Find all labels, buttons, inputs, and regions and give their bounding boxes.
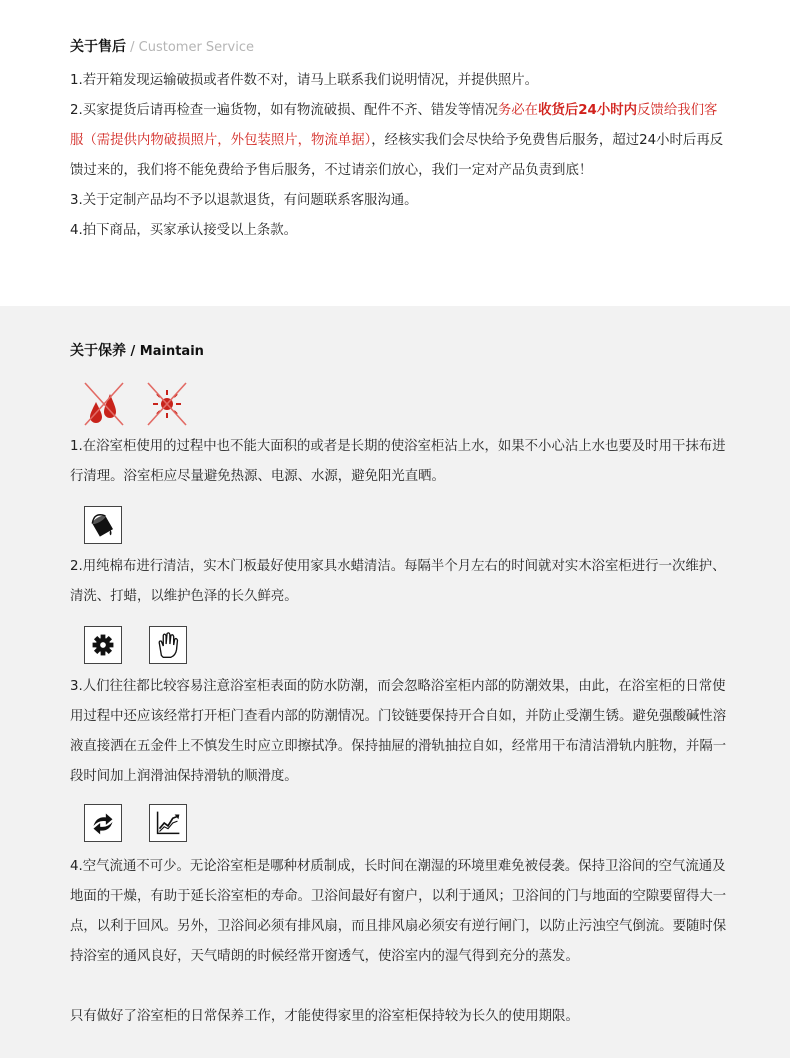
after-sales-p1: 1.若开箱发现运输破损或者件数不对，请马上联系我们说明情况，并提供照片。 xyxy=(70,73,539,88)
after-sales-p3: 3.关于定制产品均不予以退款退货，有问题联系客服沟通。 xyxy=(70,193,418,208)
after-sales-heading xyxy=(70,36,254,56)
maintain-title: 关于保养 xyxy=(70,343,126,359)
after-sales-title: 关于售后 xyxy=(70,39,126,55)
after-sales-section xyxy=(0,0,790,306)
maintain-section xyxy=(0,306,790,1058)
after-sales-p4: 4.拍下商品，买家承认接受以上条款。 xyxy=(70,223,298,238)
wax-bucket-icon xyxy=(84,506,122,544)
maintain-p5: 只有做好了浴室柜的日常保养工作，才能使得家里的浴室柜保持较为长久的使用期限。 xyxy=(70,1009,579,1024)
p2-part-e: ，经核实我们会尽快给予免费售后服务，超过24小时后再反馈过来的，我们将不能免费给予售后服务，不过请亲们放心，我们一定对产品负责到底！ xyxy=(70,133,724,178)
exchange-icon xyxy=(84,804,122,842)
maintain-heading xyxy=(70,340,204,360)
after-sales-text xyxy=(70,66,730,246)
maintain-subtitle: / Maintain xyxy=(126,344,204,359)
p2-24h-text: 收货后24小时内 xyxy=(538,103,638,118)
glove-icon xyxy=(149,626,187,664)
maintain-p3: 3.人们往往都比较容易注意浴室柜表面的防水防潮，而会忽略浴室柜内部的防潮效果，由此，在浴室柜的日常使用过程中还应该经常打开柜门查看内部的防潮情况。门铰链要保持开合自如，并防止受潮生锈。避免强酸碱性溶液直接洒在五金件上不慎发生时应立即擦拭净。保持抽屉的滑轨抽拉自如，经常用干布清洁滑轨内脏物，并隔一段时间加上润滑油保持滑轨的顺滑度。 xyxy=(70,679,727,784)
no-water-icon xyxy=(82,380,126,428)
maintain-p1: 1.在浴室柜使用的过程中也不能大面积的或者是长期的使浴室柜沾上水，如果不小心沾上水也要及时用干抹布进行清理。浴室柜应尽量避免热源、电源、水源，避免阳光直晒。 xyxy=(70,439,726,484)
p2-feedback-text: 反馈给我们客服（需提供内物破损照片，外包装照片，物流单据） xyxy=(70,103,718,148)
after-sales-subtitle: / Customer Service xyxy=(126,40,254,55)
gear-icon xyxy=(84,626,122,664)
after-sales-p2 xyxy=(70,96,730,186)
maintain-p2: 2.用纯棉布进行清洁，实木门板最好使用家具水蜡清洁。每隔半个月左右的时间就对实木浴室柜进行一次维护、清洗、打蜡，以维护色泽的长久鲜亮。 xyxy=(70,559,726,604)
p2-must-text: 务必在 xyxy=(497,103,539,118)
growth-chart-icon xyxy=(149,804,187,842)
maintain-p4: 4.空气流通不可少。无论浴室柜是哪种材质制成，长时间在潮湿的环境里难免被侵袭。保持卫浴间的空气流通及地面的干燥，有助于延长浴室柜的寿命。卫浴间最好有窗户，以利于通风；卫浴间的门与地面的空隙要留得大一点，以利于回风。另外，卫浴间必须有排风扇，而且排风扇必须安有逆行闸门，以防止污浊空气倒流。要随时保持浴室的通风良好，天气晴朗的时候经常开窗透气，使浴室内的湿气得到充分的蒸发。 xyxy=(70,859,727,964)
p2-part-a: 2.买家提货后请再检查一遍货物，如有物流破损、配件不齐、错发等情况 xyxy=(70,103,498,118)
no-sun-icon xyxy=(145,380,189,428)
